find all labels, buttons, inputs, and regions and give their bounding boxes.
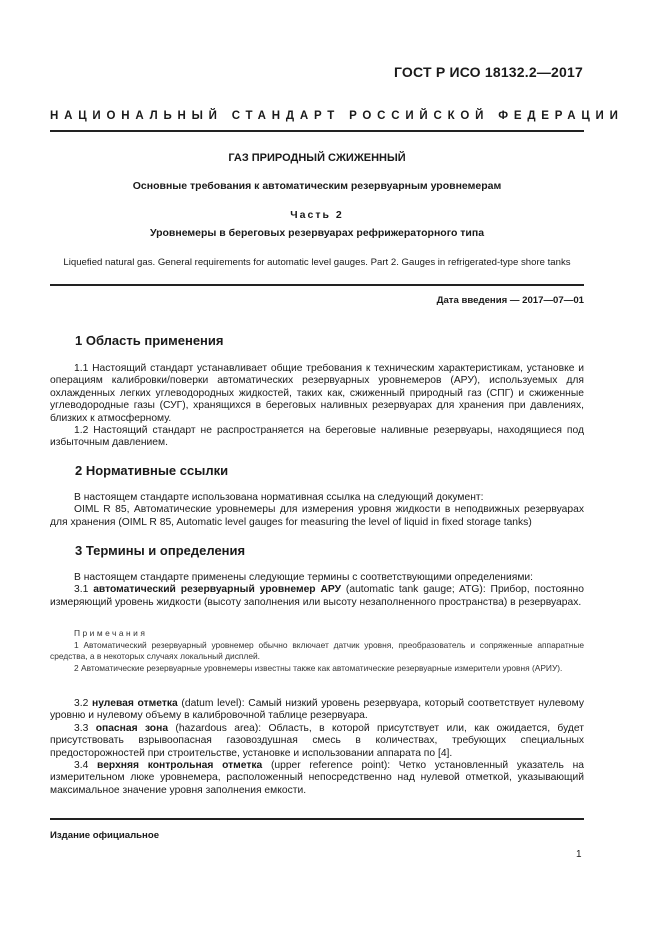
english-title: Liquefied natural gas. General requirements for automatic level gauges. Part 2. Gauges in refrigerated-type shore tanks [63,257,571,268]
section-3-terms-continued [50,698,584,797]
part-title: Уровнемеры в береговых резервуарах рефрижераторного типа [149,227,485,239]
footer-rule [50,818,584,820]
terms-intro: В настоящем стандарте применены следующие термины с соответствующими определениями: [74,572,534,583]
term-3-1-term: автоматический резервуарный уровнемер АРУ [93,584,342,596]
part-label: Часть 2 [290,209,344,221]
term-3-3-number: 3.3 [74,722,89,734]
term-3-1-definition: (automatic tank gauge; ATG): Прибор, постоянно измеряющий уровень жидкости (высоту заполнения или высоту незаполненного пространства) в резервуарах. [50,584,584,608]
section-3-heading: 3 Термины и определения [75,543,246,558]
official-edition-label: Издание официальное [50,830,160,841]
section-3-body [50,572,584,609]
term-3-1 [50,584,584,609]
references-intro: В настоящем стандарте использована нормативная ссылка на следующий документ: [74,492,484,503]
clause-1-2: 1.2 Настоящий стандарт не распространяется на береговые наливные резервуары, находящиеся под избыточным давлением. [50,425,584,449]
term-3-1-number: 3.1 [74,584,89,596]
term-3-4-number: 3.4 [74,760,89,772]
note-2: 2 Автоматические резервуарные уровнемеры известны также как автоматические резервуарные измерители уровня (АРИУ). [74,662,563,673]
national-standard-banner: НАЦИОНАЛЬНЫЙ СТАНДАРТ РОССИЙСКОЙ ФЕДЕРАЦИИ [50,110,624,122]
page-number: 1 [576,849,582,860]
document-title: ГАЗ ПРИРОДНЫЙ СЖИЖЕННЫЙ [228,152,406,164]
term-3-2-number: 3.2 [74,698,89,709]
term-3-2 [50,698,584,723]
term-3-3-definition: (hazardous area): Область, в которой присутствует или, как ожидается, будет присутствовать взрывоопасная газовоздушная смесь в количествах, требующих специальных предосторожностей при строительстве, установке и использовании аппарата по [4]. [50,722,585,759]
note-1: 1 Автоматический резервуарный уровнемер обычно включает датчик уровня, преобразователь и сопряженные аппаратные средства, а в некоторых случаях локальный дисплей. [50,639,584,662]
section-2-heading: 2 Нормативные ссылки [75,463,229,478]
section-1-body [50,363,584,450]
document-subtitle: Основные требования к автоматическим резервуарным уровнемерам [132,180,502,192]
term-3-4 [50,760,584,797]
term-3-4-term: верхняя контрольная отметка [97,760,263,772]
clause-1-1: 1.1 Настоящий стандарт устанавливает общие требования к техническим характеристикам, установке и операциям калибровки/поверки автоматических резервуарных уровнемеров (АРУ), используемых для охлажденных легких углеводородных жидкостей, таких как, сжиженный природный газ (СПГ) и сжиженные углеводородные газы (СУГ), хранящихся в береговых наливных резервуарах для хранения при давлениях, близких к атмосферному. [50,363,584,424]
term-3-2-definition: (datum level): Самый низкий уровень резервуара, который соответствует нулевому уровню и нулевому объему в калибровочной таблице резервуара. [50,698,584,722]
term-3-4-definition: (upper reference point): Четко установленный указатель на измерительном люке уровнемера, расположенный непосредственно над нулевой отметкой, указывающий максимальное значение уровня заполнения емкости. [50,760,584,796]
section-2-body [50,492,584,529]
standard-code: ГОСТ Р ИСО 18132.2—2017 [393,64,583,80]
term-3-2-term: нулевая отметка [92,698,178,709]
term-3-3 [50,723,584,760]
term-3-3-term: опасная зона [95,722,169,734]
notes-block [50,628,584,674]
section-1-heading: 1 Область применения [75,333,224,348]
reference-oiml-r85: OIML R 85, Автоматические уровнемеры для измерения уровня жидкости в неподвижных резервуарах для хранения (OIML R 85, Automatic level gauges for measuring the level of liquid in fixed storage tanks) [50,504,584,528]
header-rule [50,130,584,132]
title-rule [50,284,584,286]
date-of-introduction: Дата введения — 2017—07—01 [436,295,584,306]
notes-heading: Примечания [74,628,148,638]
